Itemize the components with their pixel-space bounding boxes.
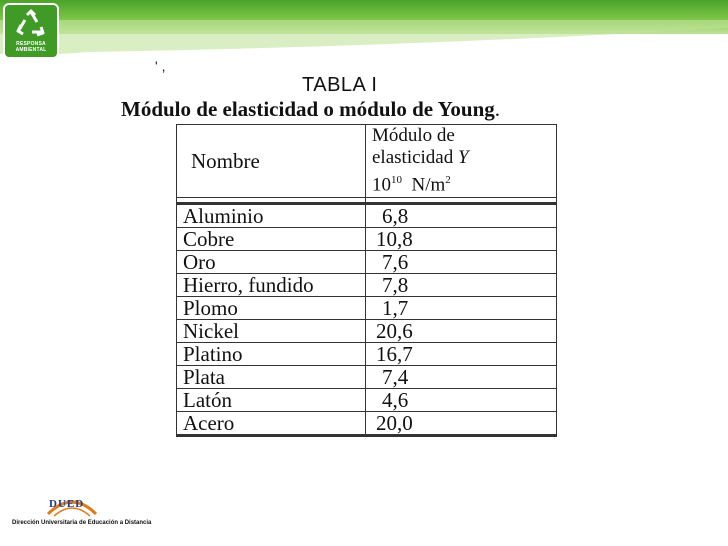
row-value: 7,4	[366, 366, 557, 389]
header-modulus-word: elasticidad	[372, 147, 454, 169]
young-modulus-table	[176, 124, 557, 437]
institution-name: Dirección Universitaria de Educación a Distancia	[12, 520, 152, 526]
caption-text: Módulo de elasticidad o módulo de Young	[121, 97, 495, 121]
row-name: Hierro, fundido	[177, 274, 366, 297]
header-modulus-line2	[372, 147, 550, 169]
modulus-symbol: Y	[458, 147, 469, 169]
table-row	[177, 228, 557, 251]
unit-square: 2	[445, 174, 451, 187]
row-name: Oro	[177, 251, 366, 274]
row-name: Aluminio	[177, 204, 366, 228]
row-name: Latón	[177, 389, 366, 412]
table-row	[177, 412, 557, 436]
table-header-row	[177, 125, 557, 198]
row-name: Cobre	[177, 228, 366, 251]
unit-exponent: 10	[391, 174, 402, 187]
table-row	[177, 320, 557, 343]
row-name: Nickel	[177, 320, 366, 343]
row-value: 20,0	[366, 412, 557, 436]
table-row	[177, 251, 557, 274]
dued-logo-text: DUED	[49, 498, 85, 510]
header-wave	[0, 20, 728, 80]
unit-base: 10	[372, 174, 391, 196]
row-name: Platino	[177, 343, 366, 366]
logo-caption: RESPONSA AMBIENTAL	[15, 41, 47, 53]
recycle-icon	[15, 9, 47, 41]
row-name: Plata	[177, 366, 366, 389]
table-row	[177, 204, 557, 228]
table-row	[177, 274, 557, 297]
row-name: Acero	[177, 412, 366, 436]
row-value: 7,6	[366, 251, 557, 274]
stray-mark: ' ,	[155, 58, 166, 74]
table-row	[177, 366, 557, 389]
unit-rest: N/m	[411, 174, 446, 196]
row-value: 20,6	[366, 320, 557, 343]
table-row	[177, 343, 557, 366]
row-value: 4,6	[366, 389, 557, 412]
row-name: Plomo	[177, 297, 366, 320]
table-row	[177, 389, 557, 412]
header-modulus	[366, 125, 557, 198]
table-row	[177, 297, 557, 320]
row-value: 10,8	[366, 228, 557, 251]
row-value: 6,8	[366, 204, 557, 228]
environmental-logo	[3, 3, 59, 59]
row-value: 16,7	[366, 343, 557, 366]
header-name: Nombre	[177, 125, 366, 198]
header-unit	[372, 169, 550, 196]
row-value: 1,7	[366, 297, 557, 320]
header-modulus-line1: Módulo de	[372, 125, 455, 147]
table-caption	[121, 97, 500, 122]
row-value: 7,8	[366, 274, 557, 297]
caption-end: .	[494, 97, 501, 121]
table-label: TABLA I	[302, 74, 378, 96]
